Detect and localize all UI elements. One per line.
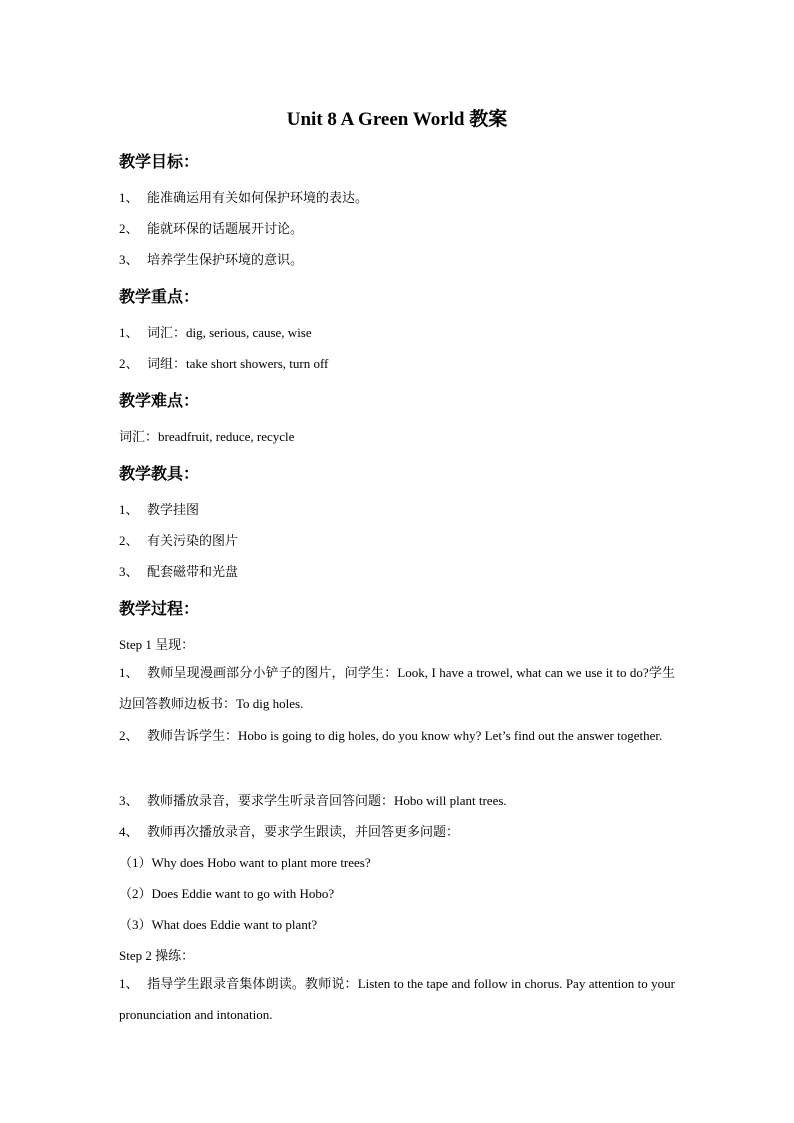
item-number: 1、 (119, 502, 139, 517)
item-number: 2、 (119, 533, 139, 548)
item-text: 配套磁带和光盘 (147, 564, 239, 579)
question-item: （1）Why does Hobo want to plant more trees? (119, 855, 371, 870)
process-item (119, 968, 675, 1030)
item-text: 有关污染的图片 (147, 533, 239, 548)
item-text: 能准确运用有关如何保护环境的表达。 (147, 190, 369, 205)
item-number: 1、 (119, 665, 139, 680)
item-text: 培养学生保护环境的意识。 (147, 252, 304, 267)
item-number: 4、 (119, 824, 139, 839)
item-number: 3、 (119, 564, 139, 579)
item-number: 2、 (119, 356, 139, 371)
process-item (119, 720, 675, 751)
key-point-item (119, 353, 328, 372)
objective-item (119, 187, 368, 206)
aid-item (119, 499, 199, 518)
item-text: 教师呈现漫画部分小铲子的图片，问学生：Look, I have a trowel, what can we use it to do?学生边回答教师边板书：To dig holes. (119, 665, 675, 711)
document-title: Unit 8 A Green World 教案 (286, 109, 508, 130)
aid-item (119, 561, 238, 580)
section-heading-objectives: 教学目标： (119, 152, 200, 171)
section-heading-aids: 教学教具： (119, 464, 200, 483)
item-number: 2、 (119, 728, 139, 743)
step-label: Step 2 操练： (119, 948, 195, 963)
item-text: 教师再次播放录音，要求学生跟读，并回答更多问题： (147, 824, 460, 839)
section-heading-process: 教学过程： (119, 599, 200, 618)
step-label: Step 1 呈现： (119, 637, 195, 652)
item-number: 1、 (119, 325, 139, 340)
item-number: 2、 (119, 221, 139, 236)
objective-item (119, 218, 303, 237)
process-item (119, 657, 675, 719)
difficulties-text: 词汇：breadfruit, reduce, recycle (119, 429, 295, 444)
process-item (119, 790, 507, 809)
item-text: 词组：take short showers, turn off (147, 356, 329, 371)
item-text: 教师告诉学生：Hobo is going to dig holes, do you know why? Let’s find out the answer together. (147, 728, 663, 743)
section-heading-key-points: 教学重点： (119, 287, 200, 306)
key-point-item (119, 322, 312, 341)
item-number: 3、 (119, 252, 139, 267)
item-text: 教师播放录音，要求学生听录音回答问题：Hobo will plant trees. (147, 793, 507, 808)
question-item: （3）What does Eddie want to plant? (119, 917, 318, 932)
aid-item (119, 530, 238, 549)
section-heading-difficulties: 教学难点： (119, 391, 200, 410)
item-text: 指导学生跟录音集体朗读。教师说：Listen to the tape and follow in chorus. Pay attention to your pronunciation and intonation. (119, 976, 675, 1022)
objective-item (119, 249, 303, 268)
process-item (119, 821, 459, 840)
item-text: 能就环保的话题展开讨论。 (147, 221, 304, 236)
item-text: 教学挂图 (147, 502, 200, 517)
item-text: 词汇：dig, serious, cause, wise (147, 325, 312, 340)
item-number: 3、 (119, 793, 139, 808)
item-number: 1、 (119, 190, 139, 205)
question-item: （2）Does Eddie want to go with Hobo? (119, 886, 335, 901)
item-number: 1、 (119, 976, 139, 991)
